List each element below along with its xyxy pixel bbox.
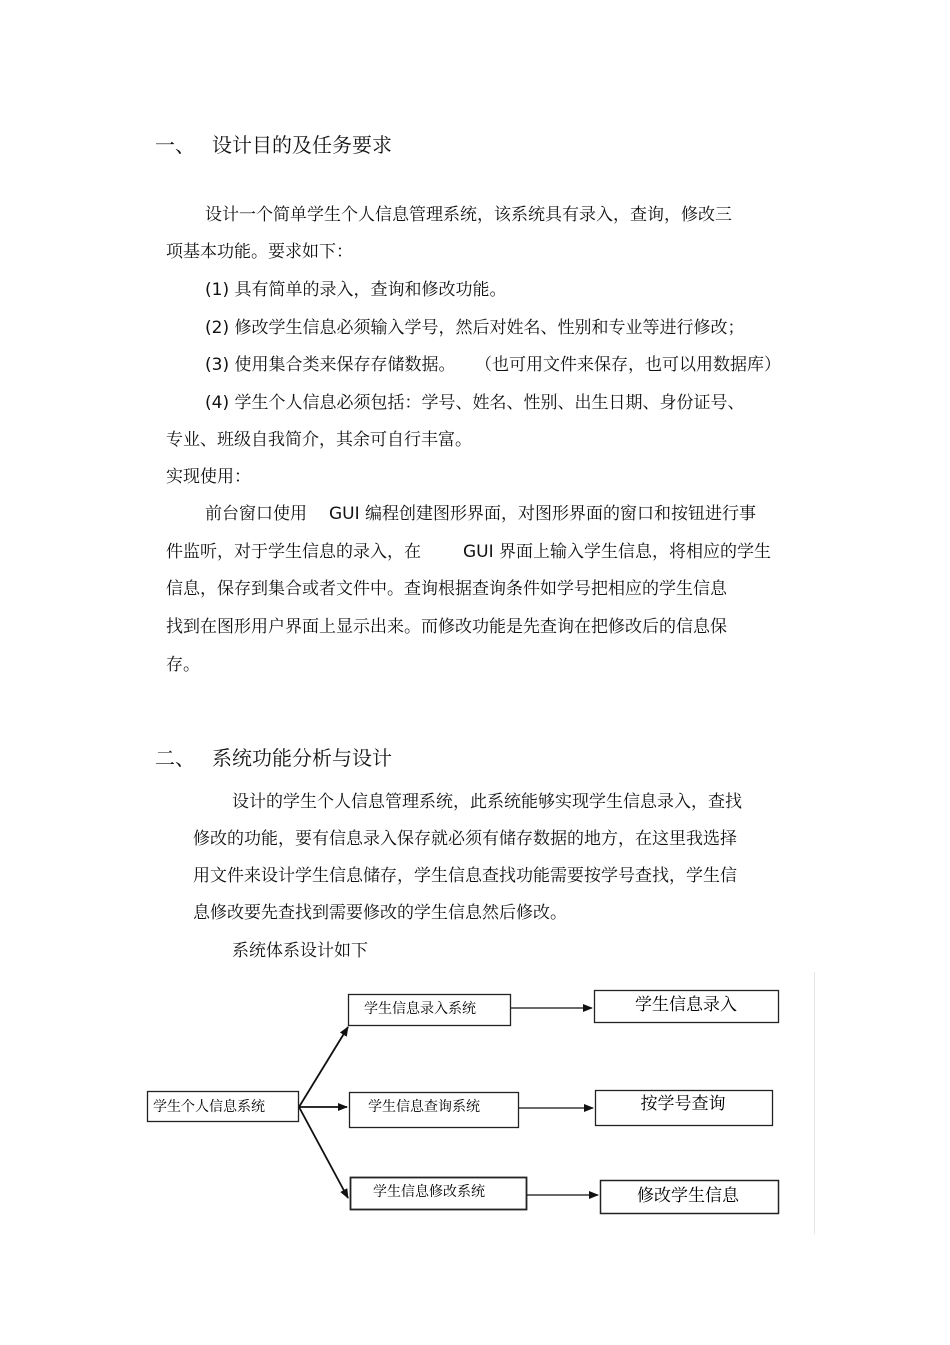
analysis-line-1: 设计的学生个人信息管理系统，此系统能够实现学生信息录入，查找 [232, 792, 742, 812]
modify-function-label: 修改学生信息 [637, 1186, 739, 1206]
requirement-4-line-1: (4) 学生个人信息必须包括：学号、姓名、性别、出生日期、身份证号、 [205, 393, 745, 413]
section2-title: 系统功能分析与设计 [212, 746, 392, 770]
modify-function-node [601, 1181, 779, 1214]
modify-system-node [351, 1178, 527, 1210]
query-system-label: 学生信息查询系统 [368, 1099, 480, 1115]
entry-system-label: 学生信息录入系统 [364, 1001, 476, 1017]
entry-function-node [595, 991, 779, 1023]
section1-number: 一、 [155, 133, 195, 157]
query-system-node [350, 1093, 519, 1128]
modify-system-label: 学生信息修改系统 [373, 1184, 485, 1200]
requirement-1: (1) 具有简单的录入，查询和修改功能。 [205, 280, 507, 300]
implementation-line-2b: GUI 界面上输入学生信息，将相应的学生 [463, 542, 772, 562]
connector-root-to-modify [299, 1107, 348, 1198]
requirement-3: (3) 使用集合类来保存存储数据。 [205, 355, 456, 375]
implementation-line-5: 存。 [166, 655, 200, 675]
root-node [148, 1092, 299, 1122]
query-function-label: 按学号查询 [640, 1094, 726, 1114]
requirement-2: (2) 修改学生信息必须输入学号，然后对姓名、性别和专业等进行修改； [205, 318, 745, 338]
root-node-label: 学生个人信息系统 [153, 1099, 265, 1115]
requirement-3-note: （也可用文件来保存，也可以用数据库） [475, 355, 781, 375]
analysis-line-2: 修改的功能，要有信息录入保存就必须有储存数据的地方，在这里我选择 [193, 829, 737, 849]
intro-line-1: 设计一个简单学生个人信息管理系统，该系统具有录入，查询，修改三 [205, 205, 732, 225]
analysis-line-4: 息修改要先查找到需要修改的学生信息然后修改。 [193, 903, 567, 923]
section2-number: 二、 [155, 746, 195, 770]
intro-line-2: 项基本功能。要求如下： [166, 242, 353, 262]
section1-title: 设计目的及任务要求 [212, 133, 392, 157]
connector-root-to-entry [299, 1027, 348, 1107]
implementation-line-1a: 前台窗口使用 [205, 504, 307, 524]
implementation-label: 实现使用： [166, 467, 251, 487]
diagram-caption: 系统体系设计如下 [232, 941, 368, 961]
entry-system-node [349, 995, 511, 1026]
query-function-node [596, 1091, 773, 1126]
implementation-line-4: 找到在图形用户界面上显示出来。而修改功能是先查询在把修改后的信息保 [166, 617, 727, 637]
entry-function-label: 学生信息录入 [635, 995, 737, 1015]
requirement-4-line-2: 专业、班级自我简介，其余可自行丰富。 [166, 430, 472, 450]
analysis-line-3: 用文件来设计学生信息储存，学生信息查找功能需要按学号查找，学生信 [193, 866, 737, 886]
implementation-line-3: 信息，保存到集合或者文件中。查询根据查询条件如学号把相应的学生信息 [166, 579, 727, 599]
implementation-line-2a: 件监听，对于学生信息的录入，在 [166, 542, 421, 562]
implementation-line-1b: GUI 编程创建图形界面，对图形界面的窗口和按钮进行事 [329, 504, 757, 524]
